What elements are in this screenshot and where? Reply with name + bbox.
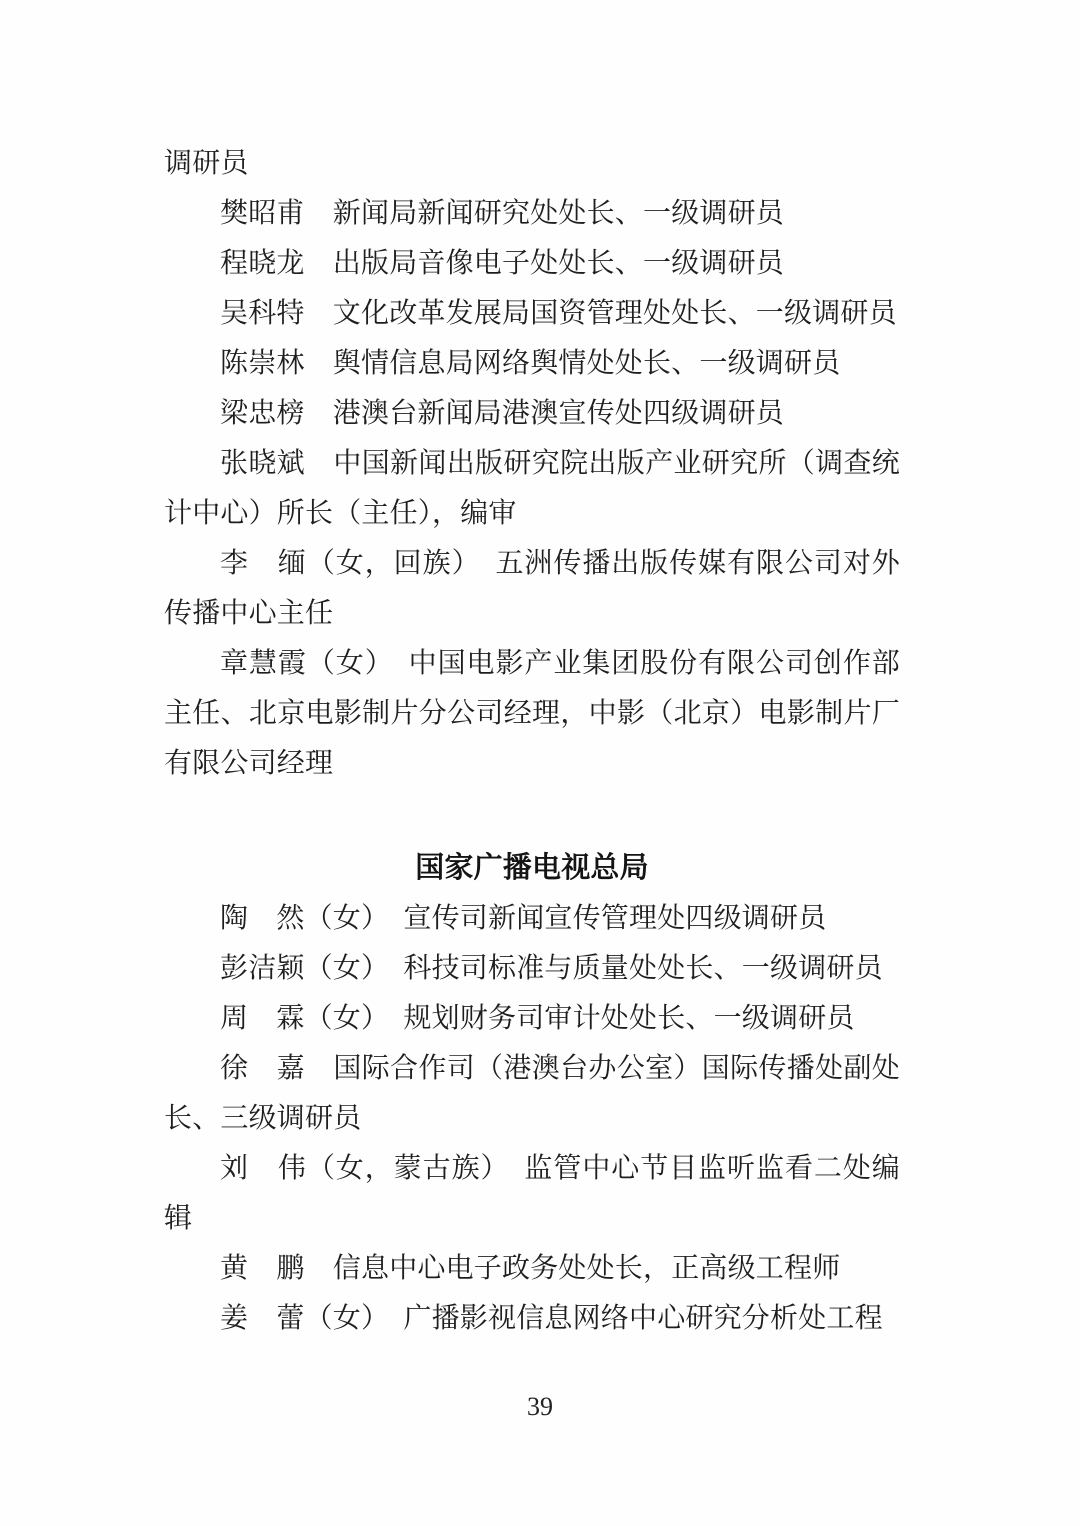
personnel-entry: 张晓斌 中国新闻出版研究院出版产业研究所（调查统计中心）所长（主任），编审: [164, 447, 900, 528]
personnel-entry: 程晓龙 出版局音像电子处处长、一级调研员: [220, 247, 785, 278]
section2-entries: [164, 893, 900, 1343]
personnel-entry: 姜 蕾（女） 广播影视信息网络中心研究分析处工程: [220, 1302, 883, 1333]
personnel-entry: 李 缅（女，回族） 五洲传播出版传媒有限公司对外传播中心主任: [164, 547, 900, 628]
section-heading: 国家广播电视总局: [415, 852, 649, 884]
personnel-entry: 彭洁颖（女） 科技司标准与质量处处长、一级调研员: [220, 952, 883, 983]
personnel-entry: 陶 然（女） 宣传司新闻宣传管理处四级调研员: [220, 902, 827, 933]
section1-entries: [164, 188, 900, 788]
personnel-entry: 黄 鹏 信息中心电子政务处处长，正高级工程师: [220, 1252, 841, 1283]
personnel-entry: 樊昭甫 新闻局新闻研究处处长、一级调研员: [220, 197, 785, 228]
personnel-entry: 周 霖（女） 规划财务司审计处处长、一级调研员: [220, 1002, 855, 1033]
document-body: [164, 138, 900, 1343]
personnel-entry: 吴科特 文化改革发展局国资管理处处长、一级调研员: [220, 297, 897, 328]
personnel-entry: 陈崇林 舆情信息局网络舆情处处长、一级调研员: [220, 347, 841, 378]
personnel-entry: 徐 嘉 国际合作司（港澳台办公室）国际传播处副处长、三级调研员: [164, 1052, 900, 1133]
personnel-entry: 梁忠榜 港澳台新闻局港澳宣传处四级调研员: [220, 397, 785, 428]
personnel-entry: 刘 伟（女，蒙古族） 监管中心节目监听监看二处编辑: [164, 1152, 900, 1233]
paragraph-continuation: 调研员: [164, 147, 249, 178]
personnel-entry: 章慧霞（女） 中国电影产业集团股份有限公司创作部主任、北京电影制片分公司经理，中影（北京）电影制片厂有限公司经理: [164, 647, 900, 778]
page-number: 39: [527, 1392, 553, 1421]
